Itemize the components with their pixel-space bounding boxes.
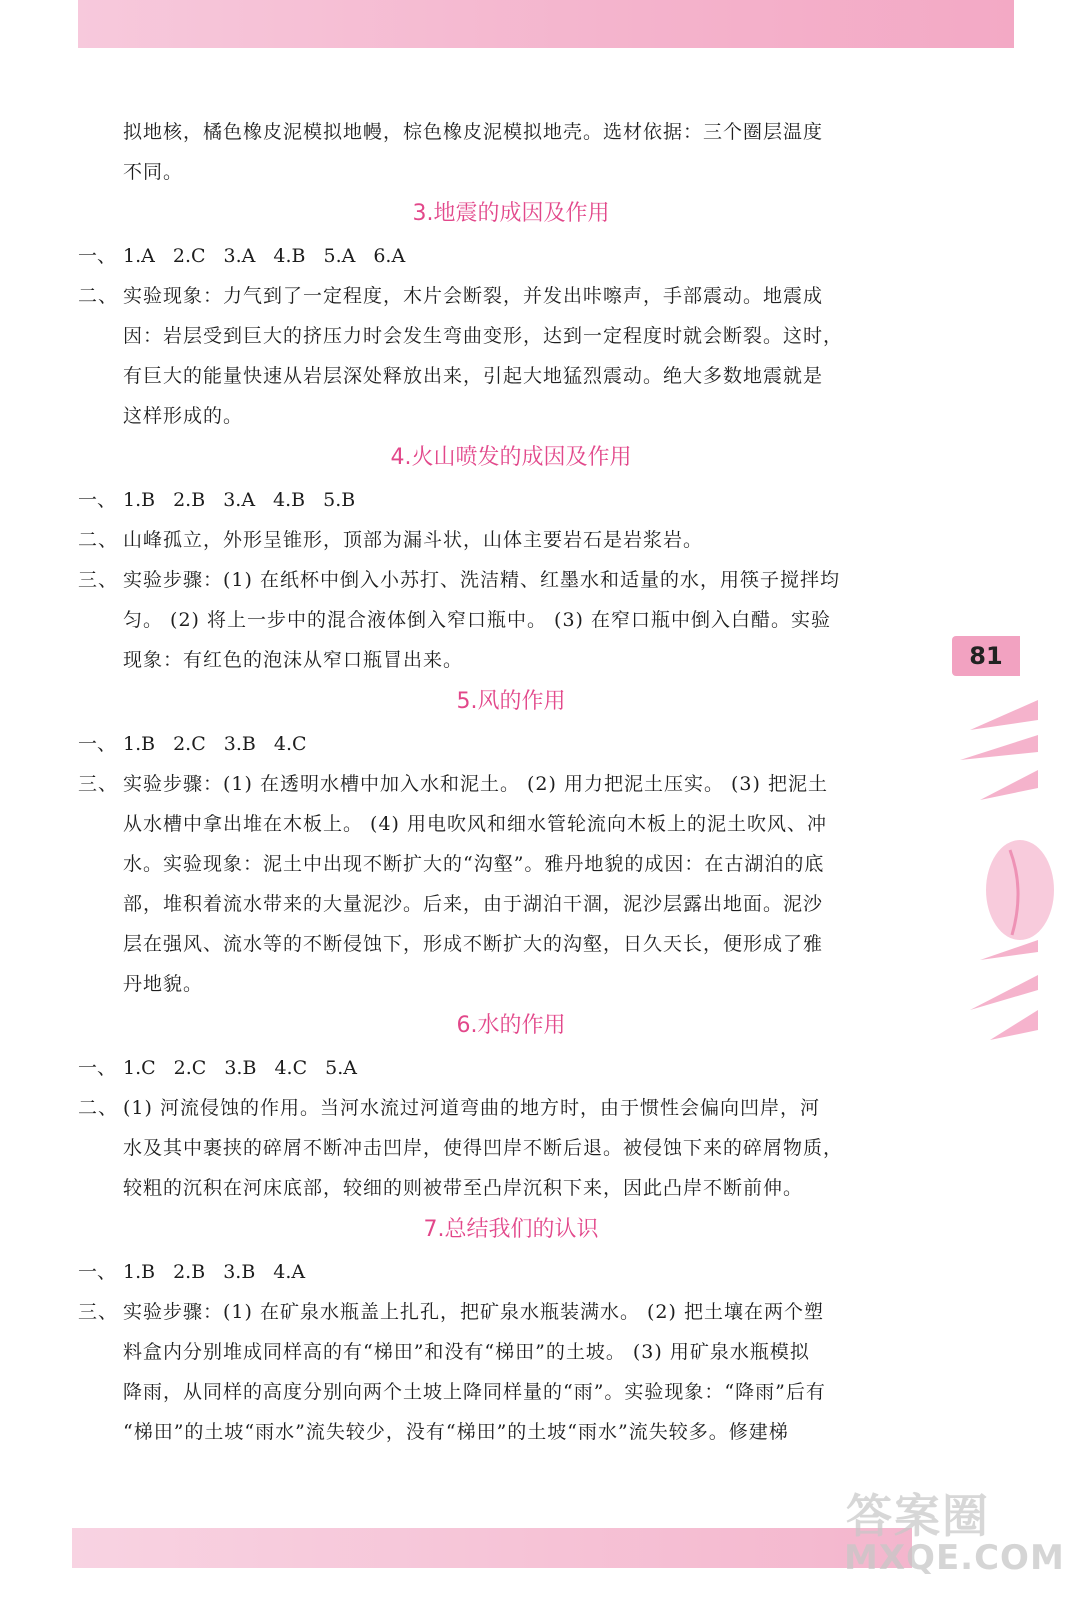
answer: 1.B <box>123 733 156 755</box>
section-title: 4.火山喷发的成因及作用 <box>390 445 632 470</box>
text-line: 实验步骤：(1) 在透明水槽中加入水和泥土。 (2) 用力把泥土压实。 (3) 把泥土 <box>123 773 828 795</box>
item-marker: 三、 <box>78 569 119 591</box>
top-band-gap <box>1014 0 1038 110</box>
watermark-glyphs: 答案圈 <box>846 1489 990 1543</box>
answer: 5.A <box>323 245 356 267</box>
text-line: 实验现象：力气到了一定程度，木片会断裂，并发出咔嚓声，手部震动。地震成 <box>123 285 824 307</box>
item-marker: 一、 <box>78 245 117 267</box>
section-title: 6.水的作用 <box>456 1013 566 1038</box>
answer-row <box>78 480 904 520</box>
answer: 2.C <box>173 1057 207 1079</box>
text-line: 现象：有红色的泡沫从窄口瓶冒出来。 <box>123 649 464 671</box>
text-line: 匀。 (2) 将上一步中的混合液体倒入窄口瓶中。 (3) 在窄口瓶中倒入白醋。实验 <box>123 609 831 631</box>
text-line: 这样形成的。 <box>123 405 244 427</box>
text-line: 不同。 <box>123 161 184 183</box>
text-line <box>78 520 904 560</box>
text-line: 有巨大的能量快速从岩层深处释放出来，引起大地猛烈震动。绝大多数地震就是 <box>123 365 824 387</box>
text-line <box>78 560 904 600</box>
item-marker: 一、 <box>78 733 117 755</box>
answer: 1.B <box>123 489 156 511</box>
answer: 4.B <box>273 245 306 267</box>
text-line: 料盒内分别堆成同样高的有“梯田”和没有“梯田”的土坡。 (3) 用矿泉水瓶模拟 <box>123 1341 810 1363</box>
section-title: 3.地震的成因及作用 <box>412 201 610 226</box>
answer-row <box>78 1048 904 1088</box>
answer: 3.B <box>224 1057 257 1079</box>
answer: 2.B <box>173 489 206 511</box>
answer: 3.B <box>223 1261 256 1283</box>
item-marker: 三、 <box>78 773 119 795</box>
text-line <box>78 1292 904 1332</box>
section-title: 5.风的作用 <box>456 689 566 714</box>
answer-row <box>78 1252 904 1292</box>
text-line: 山峰孤立，外形呈锥形，顶部为漏斗状，山体主要岩石是岩浆岩。 <box>123 529 704 551</box>
page-number: 81 <box>969 642 1003 670</box>
text-line <box>78 764 904 804</box>
bottom-decorative-band <box>72 1528 912 1568</box>
answer: 5.A <box>325 1057 357 1079</box>
text-line: 拟地核，橘色橡皮泥模拟地幔，棕色橡皮泥模拟地壳。选材依据：三个圈层温度 <box>123 121 824 143</box>
answer: 6.A <box>373 245 406 267</box>
answer: 5.B <box>323 489 356 511</box>
answer: 4.B <box>273 489 306 511</box>
intro-paragraph <box>78 112 904 192</box>
text-line <box>78 1088 904 1128</box>
answer: 4.C <box>273 733 307 755</box>
text-line: 实验步骤：(1) 在矿泉水瓶盖上扎孔，把矿泉水瓶装满水。 (2) 把土壤在两个塑 <box>123 1301 824 1323</box>
text-line: 从水槽中拿出堆在木板上。 (4) 用电吹风和细水管轮流向木板上的泥土吹风、冲 <box>123 813 827 835</box>
item-marker: 二、 <box>78 1097 119 1119</box>
text-line: (1) 河流侵蚀的作用。当河水流过河道弯曲的地方时，由于惯性会偏向凹岸，河 <box>123 1097 820 1119</box>
answer: 4.C <box>274 1057 308 1079</box>
answer: 4.A <box>273 1261 306 1283</box>
item-marker: 三、 <box>78 1301 119 1323</box>
answer: 2.C <box>173 733 206 755</box>
text-line: 水及其中裹挟的碎屑不断冲击凹岸，使得凹岸不断后退。被侵蚀下来的碎屑物质， <box>123 1137 844 1159</box>
item-marker: 二、 <box>78 529 119 551</box>
text-line: 丹地貌。 <box>123 973 204 995</box>
text-line: 层在强风、流水等的不断侵蚀下，形成不断扩大的沟壑，日久天长，便形成了雅 <box>123 933 824 955</box>
answer: 1.A <box>123 245 155 267</box>
answer: 3.A <box>223 489 256 511</box>
text-line: 水。实验现象：泥土中出现不断扩大的“沟壑”。雅丹地貌的成因：在古湖泊的底 <box>123 853 825 875</box>
text-line: “梯田”的土坡“雨水”流失较少，没有“梯田”的土坡“雨水”流失较多。修建梯 <box>123 1421 789 1443</box>
section-title: 7.总结我们的认识 <box>423 1217 599 1242</box>
watermark-site: MXQE.COM <box>844 1538 1065 1578</box>
page-number-tab <box>952 636 1020 676</box>
top-decorative-band <box>78 0 1014 48</box>
text-line <box>78 276 904 316</box>
item-marker: 一、 <box>78 1261 117 1283</box>
item-marker: 二、 <box>78 285 119 307</box>
answer-row <box>78 236 904 276</box>
answer: 2.C <box>172 245 206 267</box>
text-line: 降雨，从同样的高度分别向两个土坡上降同样量的“雨”。实验现象：“降雨”后有 <box>123 1381 826 1403</box>
answer: 3.A <box>223 245 256 267</box>
answer-row <box>78 724 904 764</box>
answer: 3.B <box>223 733 256 755</box>
text-line: 因：岩层受到巨大的挤压力时会发生弯曲变形，达到一定程度时就会断裂。这时， <box>123 325 844 347</box>
answer: 1.B <box>123 1261 156 1283</box>
answer-content <box>78 112 904 1452</box>
text-line: 部，堆积着流水带来的大量泥沙。后来，由于湖泊干涸，泥沙层露出地面。泥沙 <box>123 893 824 915</box>
answer: 2.B <box>173 1261 206 1283</box>
answer: 1.C <box>123 1057 156 1079</box>
item-marker: 一、 <box>78 1057 117 1079</box>
watermark-logo <box>842 1480 1065 1590</box>
text-line: 较粗的沉积在河床底部，较细的则被带至凸岸沉积下来，因此凸岸不断前伸。 <box>123 1177 804 1199</box>
item-marker: 一、 <box>78 489 117 511</box>
leaf-decoration-icon <box>950 690 1038 1050</box>
text-line: 实验步骤：(1) 在纸杯中倒入小苏打、洗洁精、红墨水和适量的水，用筷子搅拌均 <box>123 569 840 591</box>
